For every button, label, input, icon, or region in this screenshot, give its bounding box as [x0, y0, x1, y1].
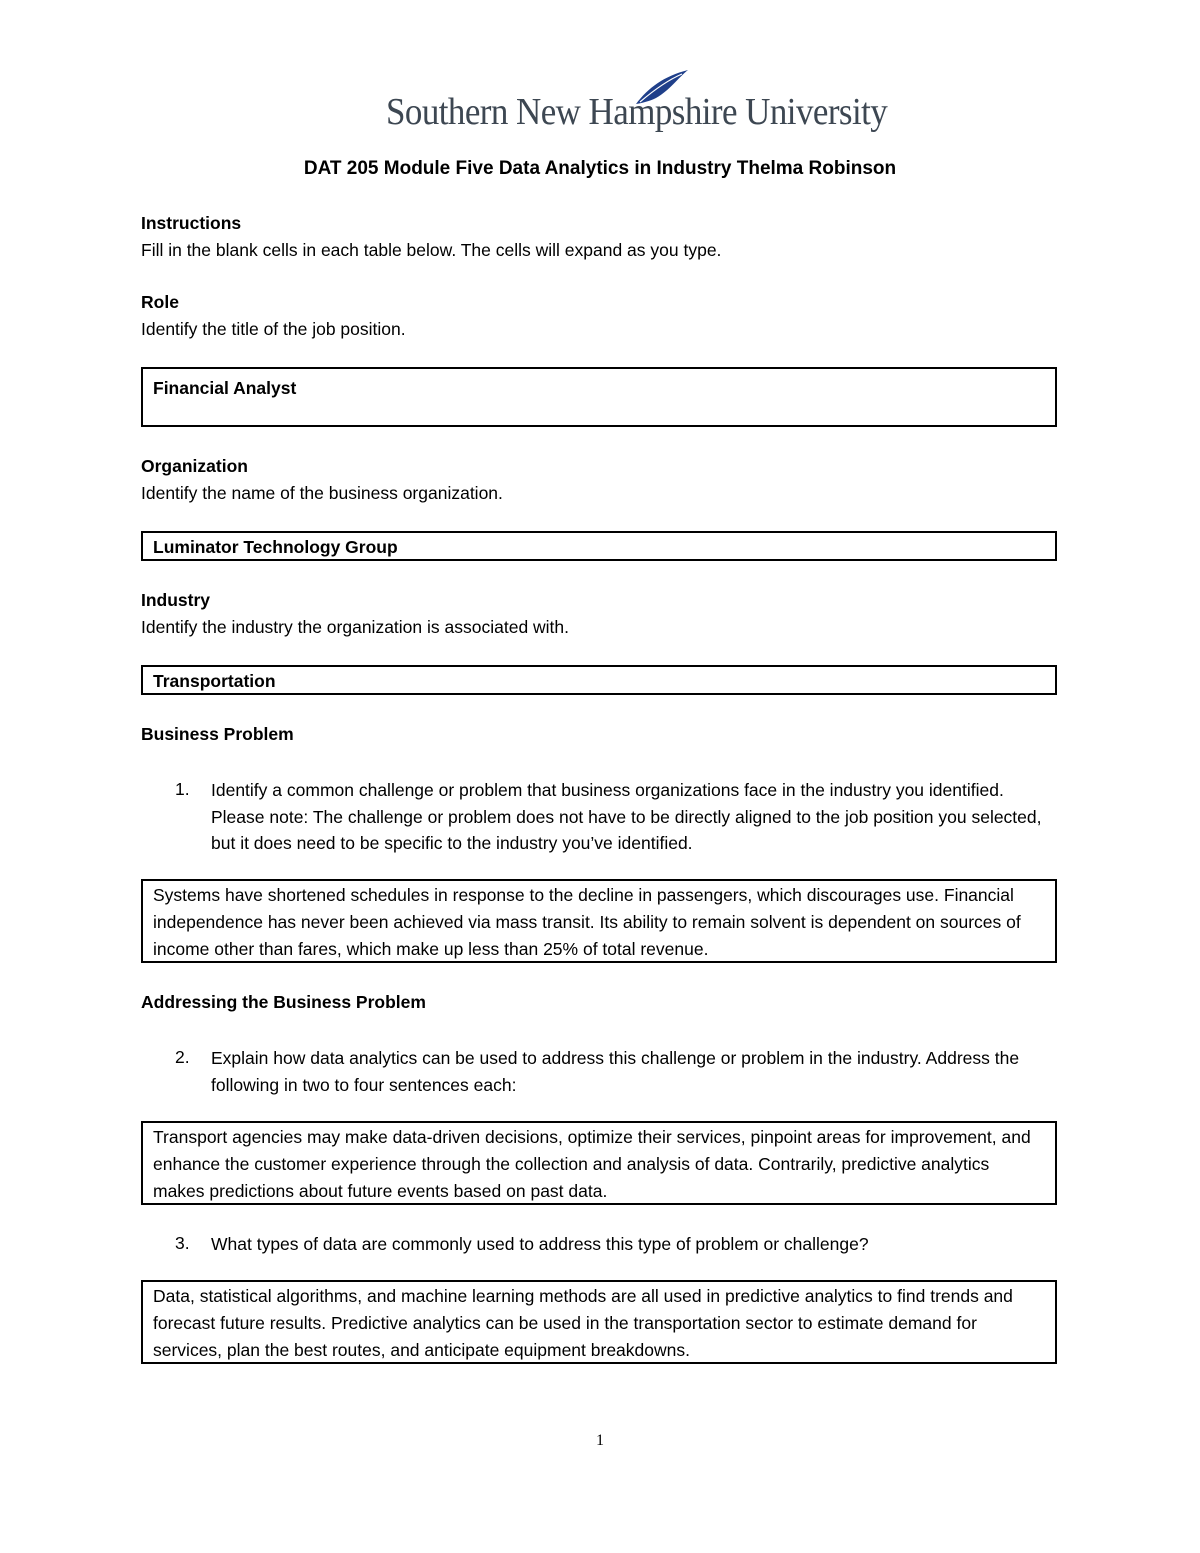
question-1-answer: Systems have shortened schedules in response to the decline in passengers, which discourages use. Financial independence has never been achieved via mass transit. Its ability to remain solvent is dependent on sources of income other than fares, which make up less than 25% of total revenue. — [153, 885, 1021, 959]
industry-answer: Transportation — [153, 671, 276, 691]
question-3-number: 3. — [175, 1233, 190, 1253]
question-1-number: 1. — [175, 779, 190, 799]
question-3-answer-cell[interactable] — [141, 1280, 1057, 1364]
document-title: DAT 205 Module Five Data Analytics in Industry Thelma Robinson — [303, 158, 897, 179]
leaf-icon — [630, 68, 690, 108]
organization-answer-cell[interactable] — [141, 531, 1057, 561]
instructions-heading: Instructions — [141, 213, 242, 233]
logo-wordmark: Southern New Hampshire University — [386, 91, 888, 133]
industry-prompt: Identify the industry the organization is associated with. — [141, 617, 570, 637]
industry-heading: Industry — [141, 590, 211, 610]
instructions-text: Fill in the blank cells in each table below. The cells will expand as you type. — [141, 240, 722, 260]
question-1-answer-cell[interactable] — [141, 879, 1057, 963]
university-logo — [386, 68, 888, 138]
question-1-text: Identify a common challenge or problem that business organizations face in the industry you identified. Please note: The challenge or problem does not have to be directly aligned to the job position you selected, but it does need to be specific to the industry you’ve identified. — [211, 780, 1042, 853]
role-heading: Role — [141, 292, 179, 312]
question-2-answer: Transport agencies may make data-driven decisions, optimize their services, pinpoint areas for improvement, and enhance the customer experience through the collection and analysis of data. Contrarily, predictive analytics makes predictions about future events based on past data. — [153, 1127, 1031, 1201]
question-2-number: 2. — [175, 1047, 190, 1067]
question-3-text: What types of data are commonly used to address this type of problem or challenge? — [211, 1234, 869, 1254]
role-answer-cell[interactable] — [141, 367, 1057, 427]
role-prompt: Identify the title of the job position. — [141, 319, 406, 339]
business-problem-heading: Business Problem — [141, 724, 294, 744]
addressing-heading: Addressing the Business Problem — [141, 992, 426, 1012]
role-answer: Financial Analyst — [153, 378, 297, 398]
organization-answer: Luminator Technology Group — [153, 537, 398, 557]
question-2-answer-cell[interactable] — [141, 1121, 1057, 1205]
organization-heading: Organization — [141, 456, 248, 476]
industry-answer-cell[interactable] — [141, 665, 1057, 695]
page-number: 1 — [596, 1432, 604, 1449]
question-3-answer: Data, statistical algorithms, and machine learning methods are all used in predictive analytics to find trends and forecast future results. Predictive analytics can be used in the transportation sector to estimate demand for services, plan the best routes, and anticipate equipment breakdowns. — [153, 1286, 1013, 1360]
organization-prompt: Identify the name of the business organization. — [141, 483, 503, 503]
question-2-text: Explain how data analytics can be used to address this challenge or problem in the industry. Address the following in two to four sentences each: — [211, 1048, 1020, 1095]
